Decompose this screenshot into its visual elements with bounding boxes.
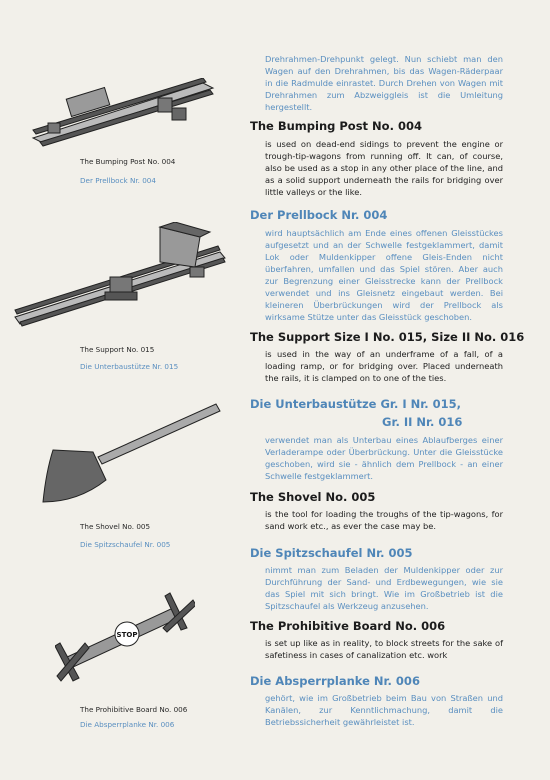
stop-sign-text: STOP: [116, 631, 138, 639]
paragraph-unterbau: verwendet man als Unterbau eines Ablaufberges einer Verladerampe oder Überbrückung. Unter die Gleisstücke geschoben, wird sie - ähnlich dem Prellbock - an einer Schwelle festgeklammert.: [265, 435, 503, 481]
caption-shovel-en: The Shovel No. 005: [80, 522, 151, 531]
heading-prellbock: Der Prellbock Nr. 004: [250, 208, 388, 222]
heading-bumping-post: The Bumping Post No. 004: [250, 119, 422, 133]
caption-board-de: Die Absperrplanke Nr. 006: [80, 720, 175, 729]
paragraph-bumping-post: is used on dead-end sidings to prevent the engine or trough-tip-wagons from running off. It can, of course, also be used as a stop in any other place of the line, and as a solid support underneath the rails for bridging over little valleys or the like.: [265, 139, 503, 197]
caption-support-en: The Support No. 015: [80, 345, 155, 354]
heading-absperrplanke: Die Absperrplanke Nr. 006: [250, 674, 420, 688]
heading-support: The Support Size I No. 015, Size II No. 016: [250, 330, 525, 344]
caption-support-de: Die Unterbaustütze Nr. 015: [80, 362, 179, 371]
prohibitive-board-illustration: [55, 588, 195, 688]
bumping-post-illustration: [28, 78, 228, 148]
shovel-illustration: [38, 402, 223, 507]
support-illustration: [10, 222, 230, 332]
intro-paragraph: Drehrahmen-Drehpunkt gelegt. Nun schiebt man den Wagen auf den Drehrahmen, bis das Wagen-Räderpaar in die Radmulde einrastet. Durch Drehen von Wagen mit Drehrahmen zum Abzweiggleis ist die Umleitung hergestellt.: [265, 54, 503, 112]
caption-shovel-de: Die Spitzschaufel Nr. 005: [80, 540, 171, 549]
heading-unterbau-1: Die Unterbaustütze Gr. I Nr. 015,: [250, 397, 462, 411]
paragraph-absperrplanke: gehört, wie im Großbetrieb beim Bau von Straßen und Kanälen, zur Kenntlichmachung, damit die Betriebssicherheit gewährleistet ist.: [265, 693, 503, 727]
paragraph-prohibitive-board: is set up like as in reality, to block streets for the sake of safetiness in cases of canalization etc. work: [265, 638, 503, 660]
paragraph-shovel: is the tool for loading the troughs of the tip-wagons, for sand work etc., as ever the case may be.: [265, 509, 503, 531]
heading-spitzschaufel: Die Spitzschaufel Nr. 005: [250, 546, 413, 560]
paragraph-prellbock: wird hauptsächlich am Ende eines offenen Gleisstückes aufgesetzt und an der Schwelle festgeklammert, damit Lok oder Muldenkipper offene Gleis-Enden nicht überfahren, umfallen und das Spiel stören. Aber auch zur Begrenzung einer Gleisstrecke kann der Prellbock verwendet und ins Gleisnetz eingebaut werden. Bei kleineren Überbrückungen wird der Prellbock als wirksame Stütze unter das Gleisstück geschoben.: [265, 228, 503, 322]
paragraph-spitzschaufel: nimmt man zum Beladen der Muldenkipper oder zur Durchführung der Sand- und Erdbewegungen, wie sie das Spiel mit sich bringt. Wie im Großbetrieb ist die Spitzschaufel als Werkzeug anzusehen.: [265, 565, 503, 611]
caption-board-en: The Prohibitive Board No. 006: [80, 705, 188, 714]
heading-unterbau-2: Gr. II Nr. 016: [382, 415, 463, 429]
caption-bumping-post-de: Der Prellbock Nr. 004: [80, 176, 156, 185]
heading-prohibitive-board: The Prohibitive Board No. 006: [250, 619, 446, 633]
caption-bumping-post-en: The Bumping Post No. 004: [80, 157, 176, 166]
paragraph-support: is used in the way of an underframe of a fall, of a loading ramp, or for bridging over. Placed underneath the rails, it is clamped on to one of the ties.: [265, 349, 503, 383]
heading-shovel: The Shovel No. 005: [250, 490, 376, 504]
